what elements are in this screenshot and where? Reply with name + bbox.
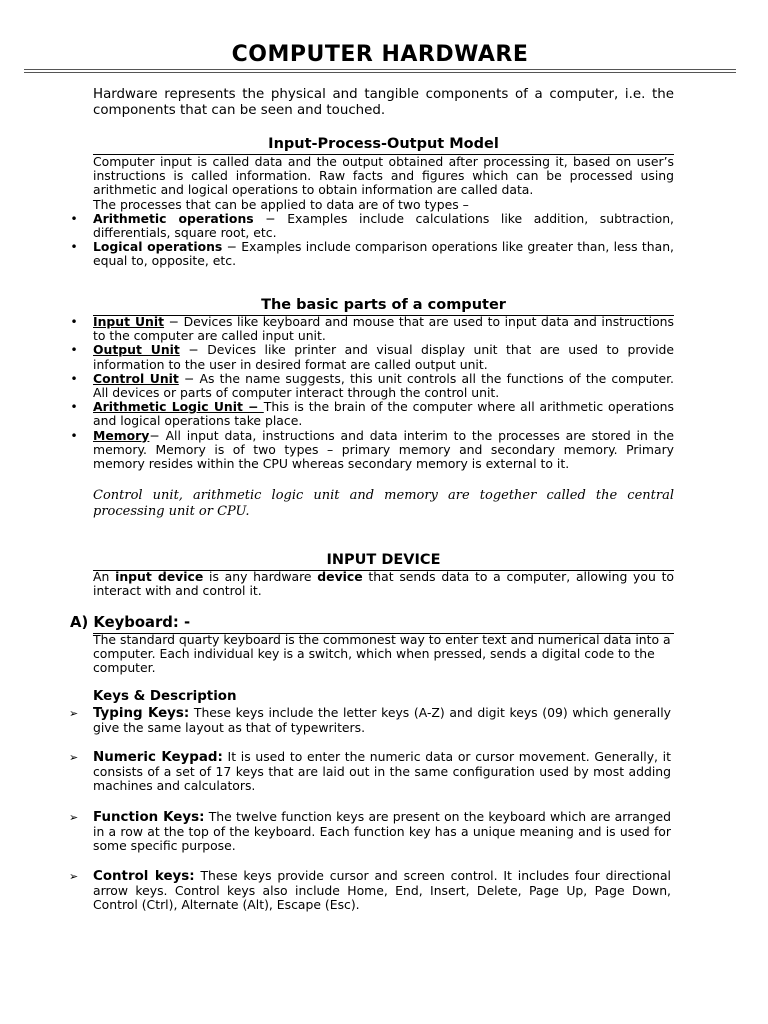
arrow-bullet-icon: ➢	[69, 707, 79, 720]
key-item-control	[69, 868, 671, 913]
list-item	[70, 370, 674, 401]
item-term: Input Unit	[93, 314, 165, 329]
list-item	[70, 210, 674, 241]
item-text: − Devices like printer and visual display unit that are used to provide information to the user in desired format are called output unit.	[93, 342, 674, 372]
item-term: Logical operations	[93, 239, 223, 255]
ipo-paragraph: Computer input is called data and the output obtained after processing it, based on user’s instructions is called information. Raw facts and figures which can be processed using arithmetic and logical operations to obtain information are called data.	[93, 154, 674, 198]
item-text: − Examples include calculations like addition, subtraction, differentials, square root, etc.	[93, 210, 674, 241]
key-name: Typing Keys:	[93, 706, 190, 721]
key-name: Function Keys:	[93, 810, 205, 825]
bullet-icon: •	[70, 239, 78, 255]
bullet-icon: •	[70, 399, 78, 415]
input-device-heading: INPUT DEVICE	[93, 552, 674, 571]
parts-heading: The basic parts of a computer	[93, 297, 674, 316]
key-item-numeric	[69, 749, 671, 794]
text-run-bold: input device	[115, 569, 204, 584]
bullet-icon: •	[70, 314, 78, 329]
parts-section	[70, 314, 674, 472]
item-term: Output Unit	[93, 342, 180, 358]
input-device-text	[93, 570, 674, 598]
key-item-typing	[69, 705, 671, 736]
bullet-icon: •	[70, 210, 78, 226]
title-rule-bottom	[24, 72, 736, 73]
item-term: Arithmetic Logic Unit −	[93, 399, 264, 415]
item-text: − All input data, instructions and data interim to the processes are stored in the memory. Memory is of two types – primary memory and secondary memory. Primary memory resides within the CPU whereas secondary memory is external to it.	[93, 427, 674, 472]
text-run: An	[93, 569, 116, 584]
arrow-bullet-icon: ➢	[69, 811, 79, 824]
key-name: Numeric Keypad:	[93, 750, 223, 765]
arrow-bullet-icon: ➢	[69, 870, 79, 883]
cpu-note: Control unit, arithmetic logic unit and memory are together called the central processing unit or CPU.	[93, 488, 674, 519]
text-run-bold: device	[317, 569, 363, 584]
title-rule-top	[24, 69, 736, 70]
bullet-icon: •	[70, 370, 78, 386]
input-device-paragraph	[93, 570, 674, 598]
text-run: that sends data to a computer, allowing you to interact with and control it.	[93, 569, 675, 599]
key-text: It is used to enter the numeric data or cursor movement. Generally, it consists of a set of 17 keys that are laid out in the same configuration used by most adding machines and calculators.	[93, 749, 671, 794]
intro-paragraph: Hardware represents the physical and tangible components of a computer, i.e. the components that can be seen and touched.	[93, 87, 674, 118]
list-item	[70, 239, 674, 269]
item-text: − Devices like keyboard and mouse that are used to input data and instructions to the computer are called input unit.	[93, 314, 674, 344]
bullet-icon: •	[70, 427, 78, 443]
key-text: The twelve function keys are present on the keyboard which are arranged in a row at the top of the keyboard. Each function key has a unique meaning and is used for some specific purpose.	[93, 809, 671, 854]
operations-list	[70, 210, 674, 269]
parts-list	[70, 314, 674, 472]
item-term: Arithmetic operations	[93, 210, 254, 226]
list-item	[70, 399, 674, 429]
keyboard-heading: A) Keyboard: -	[70, 614, 191, 631]
item-text: − As the name suggests, this unit controls all the functions of the computer. All devices or parts of computer interact through the control unit.	[93, 370, 674, 401]
text-run: is any hardware	[203, 569, 318, 584]
item-term: Memory	[93, 427, 150, 443]
ipo-paragraph-types: The processes that can be applied to data are of two types –	[93, 196, 469, 212]
key-text: These keys include the letter keys (A-Z) and digit keys (09) which generally give the same layout as that of typewriters.	[93, 705, 671, 736]
key-name: Control keys:	[93, 869, 195, 884]
keyboard-paragraph: The standard quarty keyboard is the commonest way to enter text and numerical data into a computer. Each individual key is a switch, which when pressed, sends a digital code to the computer.	[93, 632, 671, 676]
list-item	[70, 314, 674, 344]
page-title: COMPUTER HARDWARE	[231, 42, 529, 67]
key-item-function	[69, 809, 671, 854]
bullet-icon: •	[70, 342, 78, 358]
item-text: This is the brain of the computer where all arithmetic operations and logical operations take place.	[93, 399, 674, 429]
arrow-bullet-icon: ➢	[69, 751, 79, 764]
list-item	[70, 427, 674, 472]
key-text: These keys provide cursor and screen control. It includes four directional arrow keys. Control keys also include Home, End, Insert, Delete, Page Up, Page Down, Control (Ctrl), Alternate (Alt), Escape (Esc).	[93, 868, 671, 913]
keys-subheading: Keys & Description	[93, 689, 237, 704]
list-item	[70, 342, 674, 372]
item-term: Control Unit	[93, 370, 179, 386]
item-text: − Examples include comparison operations like greater than, less than, equal to, opposite, etc.	[93, 239, 674, 269]
ipo-section	[70, 154, 674, 269]
ipo-heading: Input-Process-Output Model	[93, 136, 674, 155]
